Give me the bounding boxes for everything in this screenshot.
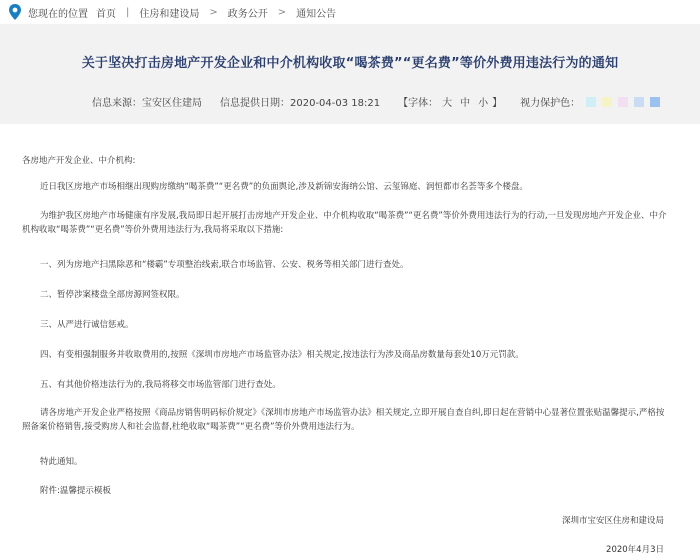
measure-item: 三、从严进行诚信惩戒。 <box>40 320 134 330</box>
breadcrumb-separator: > <box>277 6 287 18</box>
font-size-close: 】 <box>492 98 503 109</box>
breadcrumb-separator: | <box>126 6 130 18</box>
font-size-small-button[interactable]: 小 <box>478 98 489 109</box>
breadcrumb-gov-affairs-link[interactable]: 政务公开 <box>227 8 268 20</box>
breadcrumb <box>0 0 700 25</box>
article-title: 关于坚决打击房地产开发企业和中介机构收取“喝茶费”“更名费”等价外费用违法行为的通知 <box>81 56 619 71</box>
breadcrumb-home-link[interactable]: 首页 <box>96 8 116 20</box>
font-size-label: 【字体： <box>398 98 439 109</box>
attachment-link[interactable]: 附件:温馨提示模板 <box>40 486 111 496</box>
breadcrumb-prefix: 您现在的位置 <box>28 8 88 20</box>
paragraph: 请各房地产开发企业严格按照《商品房销售明码标价规定》《深圳市房地产市场监管办法》相关规定,立即开展自查自纠,即日起在营销中心显著位置张贴温馨提示,严格按照备案价格销售,接受购房人和社会监督,杜绝收取“喝茶费”“更名费”等价外费用违法行为。 <box>22 408 665 432</box>
article-meta <box>92 94 660 109</box>
vision-protection-label: 视力保护色： <box>520 98 581 109</box>
info-source: 信息来源：宝安区住建局 <box>92 98 202 109</box>
measure-item: 一、列为房地产扫黑除恶和“楼霸”专项整治线索,联合市场监管、公安、税务等相关部门进行查处。 <box>40 260 409 270</box>
location-pin-icon <box>8 4 22 20</box>
breadcrumb-separator: > <box>209 6 218 18</box>
measure-item: 四、有变相强制服务并收取费用的,按照《深圳市房地产市场监管办法》相关规定,按违法行为涉及商品房数量每套处10万元罚款。 <box>40 350 524 360</box>
eye-care-color-swatch[interactable] <box>602 97 612 107</box>
salutation: 各房地产开发企业、中介机构: <box>22 156 136 166</box>
measure-item: 二、暂停涉案楼盘全部房源网签权限。 <box>40 290 185 300</box>
breadcrumb-bureau-link[interactable]: 住房和建设局 <box>139 8 200 20</box>
eye-care-color-swatch[interactable] <box>650 97 660 107</box>
signature-date: 2020年4月3日 <box>606 545 664 555</box>
eye-care-color-swatch[interactable] <box>586 97 596 107</box>
eye-care-color-swatch[interactable] <box>634 97 644 107</box>
paragraph: 近日我区房地产市场相继出现购房缴纳“喝茶费”“更名费”的负面舆论,涉及新锦安海纳公馆、云玺锦庭、润恒都市名荟等多个楼盘。 <box>40 182 528 192</box>
article-header <box>0 24 700 124</box>
measure-item: 五、有其他价格违法行为的,我局将移交市场监管部门进行查处。 <box>40 380 281 390</box>
paragraph: 为维护我区房地产市场健康有序发展,我局即日起开展打击房地产开发企业、中介机构收取“喝茶费”“更名费”等价外费用违法行为的行动,一旦发现房地产开发企业、中介机构收取“喝茶费”“更名费”等价外费用违法行为,我局将采取以下措施: <box>22 211 667 235</box>
eye-care-color-swatch[interactable] <box>618 97 628 107</box>
closing-line: 特此通知。 <box>40 457 83 467</box>
signature-org: 深圳市宝安区住房和建设局 <box>561 516 664 526</box>
font-size-medium-button[interactable]: 中 <box>460 98 471 109</box>
breadcrumb-notices-link[interactable]: 通知公告 <box>296 8 337 20</box>
font-size-large-button[interactable]: 大 <box>442 98 453 109</box>
info-date: 信息提供日期：2020-04-03 18:21 <box>220 98 381 109</box>
